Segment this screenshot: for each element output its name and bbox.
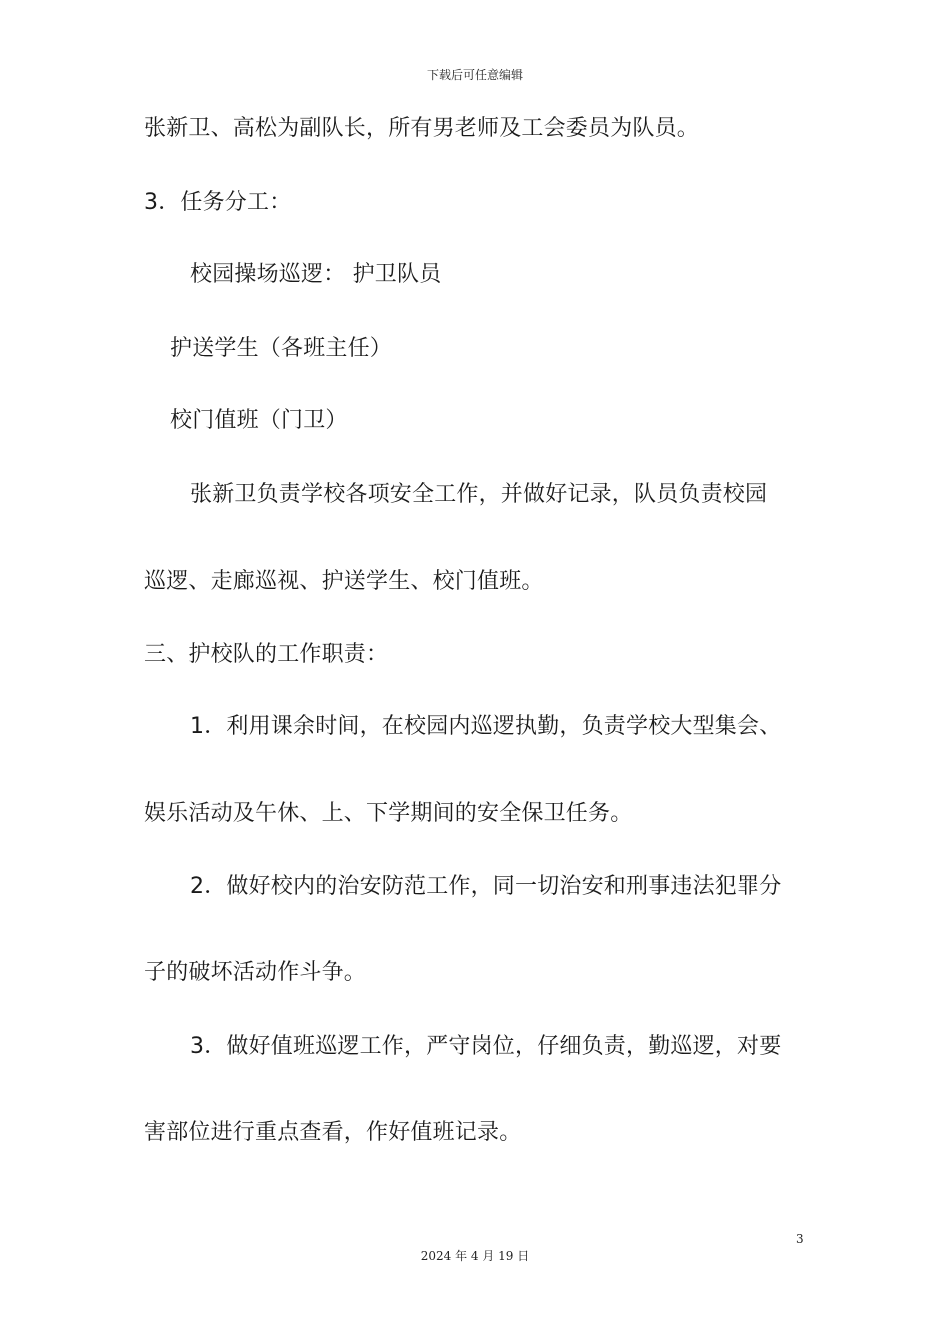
body-line: 校门值班（门卫） (170, 408, 348, 433)
footer-date: 2024 年 4 月 19 日 (420, 1249, 530, 1263)
body-line: 护送学生（各班主任） (170, 336, 393, 361)
body-line: 2．做好校内的治安防范工作，同一切治安和刑事违法犯罪分 (190, 874, 782, 899)
body-line: 害部位进行重点查看，作好值班记录。 (144, 1120, 522, 1145)
header-note: 下载后可任意编辑 (426, 68, 523, 82)
section-heading: 3．任务分工： (144, 190, 292, 215)
body-line: 张新卫负责学校各项安全工作，并做好记录，队员负责校园 (190, 482, 768, 507)
body-line: 娱乐活动及午休、上、下学期间的安全保卫任务。 (144, 801, 633, 826)
body-line: 子的破坏活动作斗争。 (144, 960, 367, 985)
section-heading: 三、护校队的工作职责： (144, 642, 389, 667)
body-line: 1．利用课余时间，在校园内巡逻执勤，负责学校大型集会、 (190, 714, 782, 739)
body-line: 张新卫、高松为副队长，所有男老师及工会委员为队员。 (144, 116, 700, 141)
page-number: 3 (796, 1232, 804, 1246)
body-line: 巡逻、走廊巡视、护送学生、校门值班。 (144, 569, 544, 594)
body-line: 3．做好值班巡逻工作，严守岗位，仔细负责，勤巡逻，对要 (190, 1034, 782, 1059)
body-line: 校园操场巡逻： 护卫队员 (190, 262, 442, 287)
